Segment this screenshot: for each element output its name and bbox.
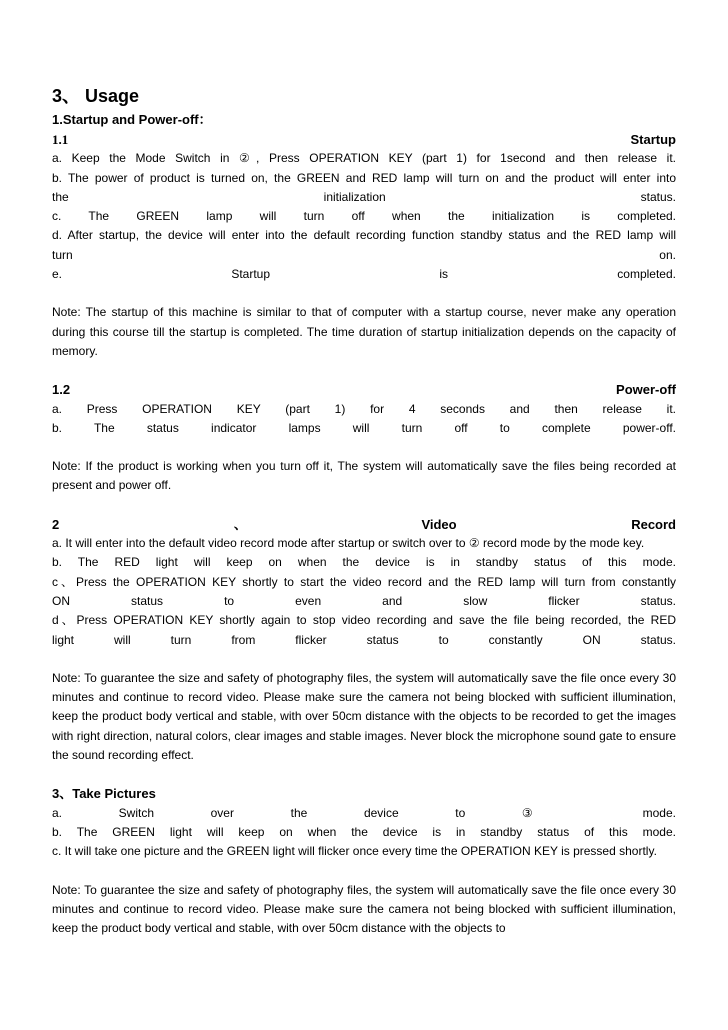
- startup-step-d-line2: turn on.: [52, 247, 676, 262]
- take-pictures-heading: 3、Take Pictures: [52, 786, 156, 802]
- video-record-word-record: Record: [631, 516, 676, 532]
- startup-number: 1.1: [52, 132, 69, 147]
- poweroff-subheading: [52, 380, 676, 399]
- video-step-b: b. The RED light will keep on when the device is in standby status of this mode.: [52, 555, 676, 570]
- startup-step-d-line1: d. After startup, the device will enter into the default recording function standby status and the RED lamp will: [52, 228, 676, 243]
- video-record-number: 2: [52, 516, 60, 532]
- pictures-note: Note: To guarantee the size and safety of photography files, the system will automatically save the file once every 30 minutes and continue to record video. Please make sure the camera not being blocked with sufficient illumination, keep the product body vertical and stable, with over 50cm distance with the objects to: [52, 882, 676, 936]
- poweroff-name: Power-off: [616, 382, 676, 398]
- pictures-step-a: a. Switch over the device to ③ mode.: [52, 805, 676, 820]
- poweroff-number: 1.2: [52, 382, 71, 398]
- video-record-heading: [52, 515, 676, 534]
- startup-subheading: [52, 130, 676, 149]
- startup-poweroff-title: 1.Startup and Power-off：: [52, 112, 212, 127]
- document-page: [52, 84, 676, 938]
- poweroff-step-b: b. The status indicator lamps will turn off to complete power-off.: [52, 420, 676, 435]
- startup-name: Startup: [630, 132, 676, 147]
- poweroff-step-a: a. Press OPERATION KEY (part 1) for 4 seconds and then release it.: [52, 401, 676, 416]
- startup-note: Note: The startup of this machine is similar to that of computer with a startup course, never make any operation during this course till the startup is completed. The time duration of startup initialization depends on the capacity of memory.: [52, 305, 676, 358]
- pictures-step-b: b. The GREEN light will keep on when the device is in standby status of this mode.: [52, 824, 676, 839]
- video-note: Note: To guarantee the size and safety of photography files, the system will automatically save the file once every 30 minutes and continue to record video. Please make sure the camera not being blocked with sufficient illumination, keep the product body vertical and stable, with over 50cm distance with the objects to be recorded to get the images with right direction, natural colors, clear images and stable images. Never block the microphone sound gate to ensure the sound recording effect.: [52, 670, 676, 763]
- startup-step-a: a. Keep the Mode Switch in ②, Press OPERATION KEY (part 1) for 1second and then release it.: [52, 151, 676, 166]
- startup-step-e: e. Startup is completed.: [52, 267, 676, 282]
- startup-step-b-line2: the initialization status.: [52, 189, 676, 204]
- video-record-separator: 、: [233, 516, 247, 532]
- video-step-c-line2: ON status to even and slow flicker status.: [52, 593, 676, 608]
- video-step-a: a. It will enter into the default video record mode after startup or switch over to ② record mode by the mode key.: [52, 536, 645, 551]
- poweroff-note: Note: If the product is working when you turn off it, The system will automatically save the files being recorded at present and power off.: [52, 459, 676, 493]
- video-step-d-line2: light will turn from flicker status to constantly ON status.: [52, 632, 676, 647]
- usage-heading: 3、 Usage: [52, 86, 140, 106]
- video-step-d-line1: d、Press OPERATION KEY shortly again to stop video recording and save the file being recorded, the RED: [52, 613, 676, 628]
- pictures-step-c: c. It will take one picture and the GREEN light will flicker once every time the OPERATION KEY is pressed shortly.: [52, 844, 657, 859]
- startup-step-b-line1: b. The power of product is turned on, the GREEN and RED lamp will turn on and the product will enter into: [52, 170, 676, 185]
- video-record-word-video: Video: [421, 516, 457, 532]
- video-step-c-line1: c、Press the OPERATION KEY shortly to start the video record and the RED lamp will turn from constantly: [52, 574, 676, 589]
- startup-step-c: c. The GREEN lamp will turn off when the initialization is completed.: [52, 209, 676, 224]
